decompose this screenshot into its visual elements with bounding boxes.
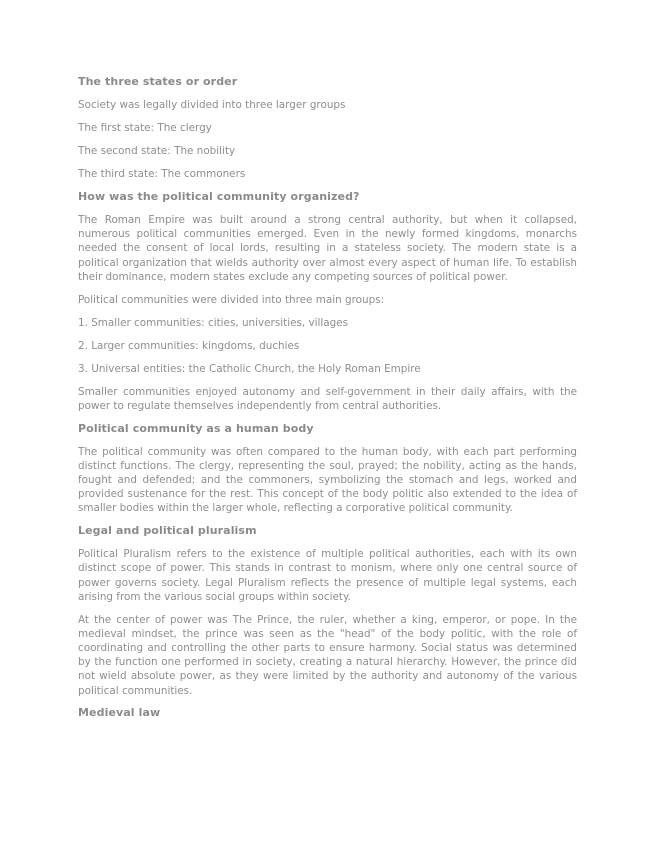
- list-item: 3. Universal entities: the Catholic Church, the Holy Roman Empire: [78, 362, 421, 375]
- list-item: 2. Larger communities: kingdoms, duchies: [78, 339, 300, 352]
- heading-medieval-law: Medieval law: [78, 706, 161, 720]
- list-item: The third state: The commoners: [78, 168, 246, 180]
- heading-political-community: How was the political community organized?: [78, 190, 360, 203]
- list-item: 1. Smaller communities: cities, universities, villages: [78, 316, 349, 329]
- document-page: [78, 75, 577, 729]
- paragraph-prince: At the center of power was The Prince, the ruler, whether a king, emperor, or pope. In the medieval mindset, the prince was seen as the "head" of the body politic, with the role of coordinating and controlling the other parts to ensure harmony. Social status was determined by the function one performed in society, creating a natural hierarchy. However, the prince did not wield absolute power, as they were limited by the authority and autonomy of the various political communities.: [78, 613, 577, 697]
- paragraph-pluralism: Political Pluralism refers to the existence of multiple political authorities, each with its own distinct scope of power. This stands in contrast to monism, where only one central source of power governs society. Legal Pluralism reflects the presence of multiple legal systems, each arising from the various social groups within society.: [78, 548, 577, 603]
- paragraph-groups-intro: Political communities were divided into three main groups:: [78, 293, 385, 306]
- list-item: The second state: The nobility: [78, 145, 236, 157]
- paragraph-roman-empire: The Roman Empire was built around a strong central authority, but when it collapsed, numerous political communities emerged. Even in the newly formed kingdoms, monarchs needed the consent of local lords, resulting in a stateless society. The modern state is a political organization that wields authority over almost every aspect of human life. To establish their dominance, modern states exclude any competing sources of political power.: [78, 214, 577, 283]
- list-item: The first state: The clergy: [78, 122, 212, 134]
- heading-three-states: The three states or order: [78, 75, 238, 88]
- paragraph-smaller-communities: Smaller communities enjoyed autonomy and self-government in their daily affairs, with the power to regulate themselves independently from central authorities.: [78, 385, 577, 412]
- heading-human-body: Political community as a human body: [78, 421, 314, 435]
- heading-pluralism: Legal and political pluralism: [78, 524, 257, 538]
- paragraph-body-politic: The political community was often compared to the human body, with each part performing distinct functions. The clergy, representing the soul, prayed; the nobility, acting as the hands, fought and defended; and the commoners, symbolizing the stomach and legs, worked and provided sustenance for the rest. This concept of the body politic also extended to the idea of smaller bodies within the larger whole, reflecting a corporative political community.: [78, 445, 577, 515]
- paragraph-three-states-intro: Society was legally divided into three larger groups: [78, 99, 346, 111]
